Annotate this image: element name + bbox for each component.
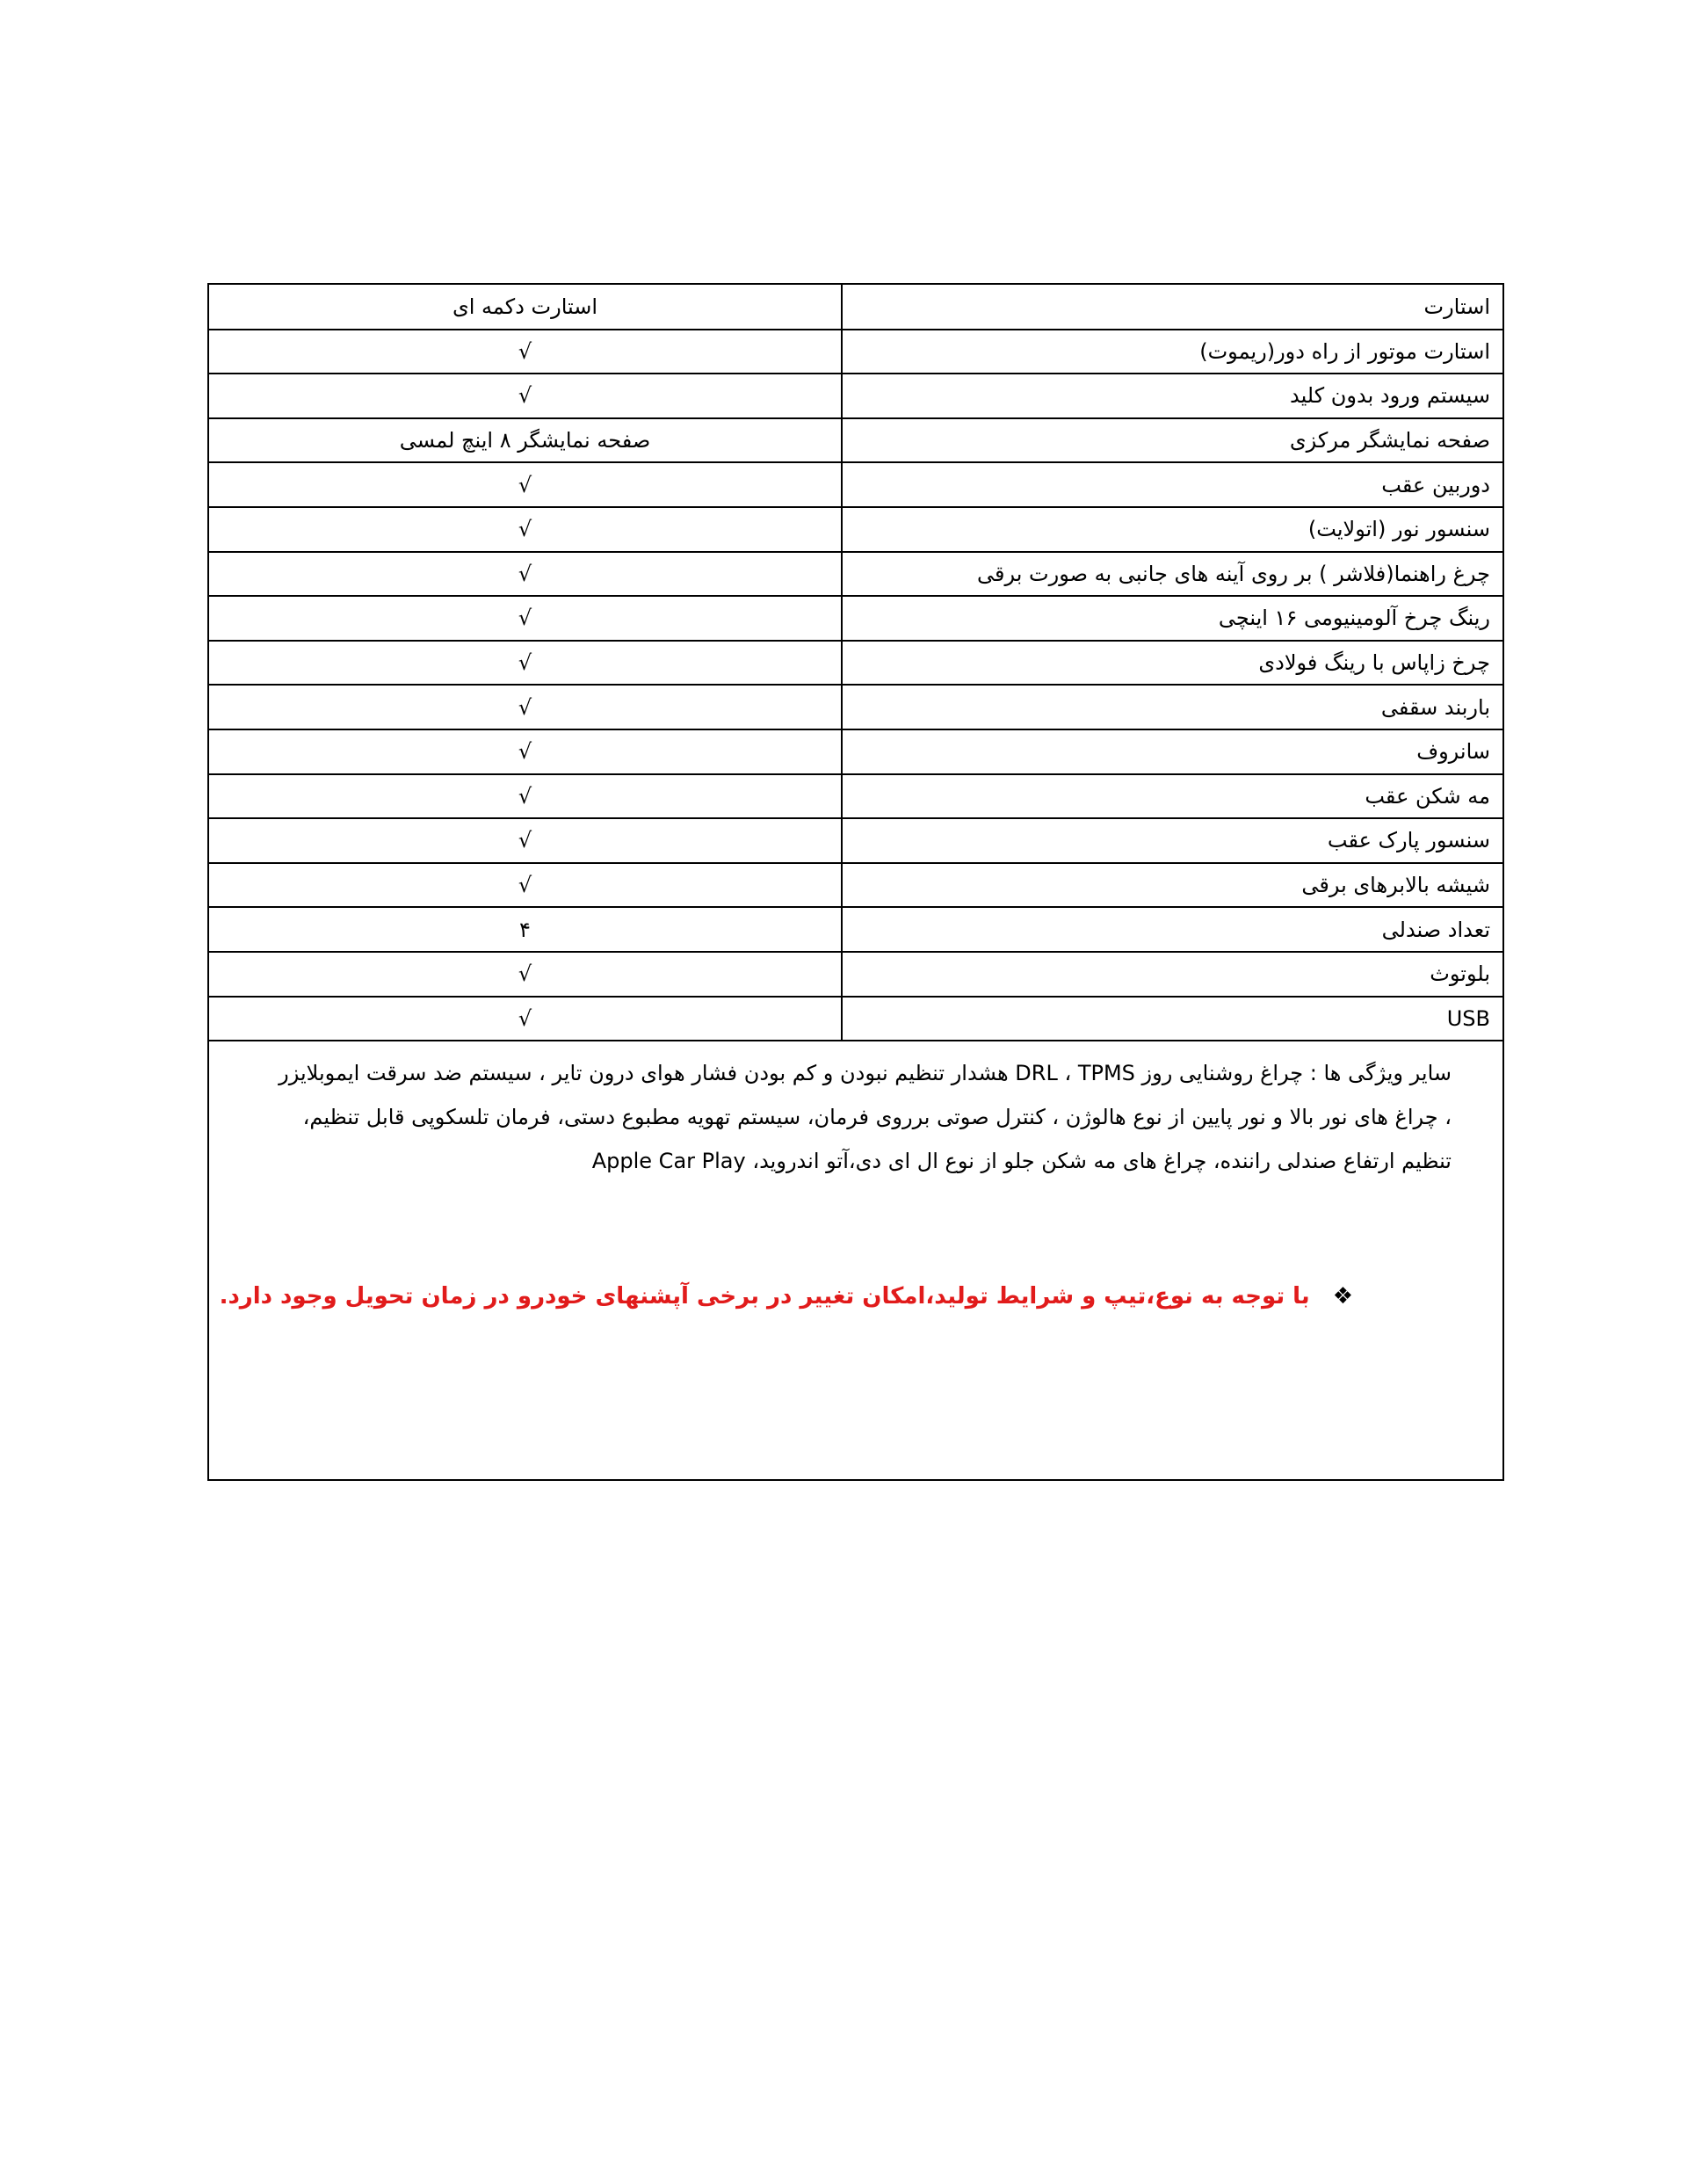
table-row	[209, 729, 1502, 774]
value-cell: √	[209, 952, 842, 997]
value-cell: √	[209, 818, 842, 863]
table-row	[209, 507, 1502, 552]
feature-cell: شیشه بالابرهای برقی	[842, 863, 1502, 908]
spec-table-body	[209, 285, 1502, 1041]
table-row	[209, 997, 1502, 1041]
value-cell: √	[209, 774, 842, 819]
feature-cell: سنسور نور (اتولایت)	[842, 507, 1502, 552]
feature-cell: صفحه نمایشگر مرکزی	[842, 418, 1502, 463]
feature-cell: بلوتوث	[842, 952, 1502, 997]
value-cell: √	[209, 729, 842, 774]
table-row	[209, 641, 1502, 686]
value-cell: √	[209, 507, 842, 552]
value-cell: استارت دکمه ای	[209, 285, 842, 330]
table-row	[209, 596, 1502, 641]
table-row	[209, 285, 1502, 330]
value-cell: ۴	[209, 907, 842, 952]
feature-cell: سیستم ورود بدون کلید	[842, 374, 1502, 418]
feature-cell: دوربین عقب	[842, 462, 1502, 507]
table-row	[209, 552, 1502, 597]
table-row	[209, 374, 1502, 418]
feature-cell: سنسور پارک عقب	[842, 818, 1502, 863]
feature-cell: استارت موتور از راه دور(ریموت)	[842, 330, 1502, 374]
feature-cell: چرخ زاپاس با رینگ فولادی	[842, 641, 1502, 686]
table-row	[209, 685, 1502, 729]
value-cell: √	[209, 641, 842, 686]
value-cell: √	[209, 462, 842, 507]
table-row	[209, 774, 1502, 819]
feature-cell: سانروف	[842, 729, 1502, 774]
feature-cell: USB	[842, 997, 1502, 1041]
other-features-paragraph: سایر ویژگی ها : چراغ روشنایی روز DRL ، TPMS هشدار تنظیم نبودن و کم بودن فشار هوای درون تایر ، سیستم ضد سرقت ایموبلایزر ، چراغ های نور بالا و نور پایین از نوع هالوژن ، کنترل صوتی برروی فرمان، سیستم تهویه مطبوع دستی، فرمان تلسکوپی قابل تنظیم، تنظیم ارتفاع صندلی راننده، چراغ های مه شکن جلو از نوع ال ای دی،آتو اندروید، Apple Car Play	[279, 1061, 1452, 1173]
table-row	[209, 907, 1502, 952]
table-row	[209, 418, 1502, 463]
feature-cell: باربند سقفی	[842, 685, 1502, 729]
table-row	[209, 952, 1502, 997]
value-cell: √	[209, 374, 842, 418]
table-row	[209, 330, 1502, 374]
diamond-bullet-icon: ❖	[1332, 1283, 1353, 1310]
value-cell: √	[209, 685, 842, 729]
value-cell: صفحه نمایشگر ۸ اینچ لمسی	[209, 418, 842, 463]
notice-text: با توجه به نوع،تیپ و شرایط تولید،امکان تغییر در برخی آپشنهای خودرو در زمان تحویل وجود دارد.	[219, 1283, 1310, 1310]
table-row	[209, 462, 1502, 507]
feature-cell: رینگ چرخ آلومینیومی ۱۶ اینچی	[842, 596, 1502, 641]
table-row	[209, 863, 1502, 908]
feature-cell: چرغ راهنما(فلاشر ) بر روی آینه های جانبی به صورت برقی	[842, 552, 1502, 597]
delivery-notice	[220, 1283, 1353, 1310]
table-row	[209, 818, 1502, 863]
spec-sheet-frame	[207, 283, 1504, 1481]
spec-table	[209, 285, 1502, 1041]
feature-cell: استارت	[842, 285, 1502, 330]
value-cell: √	[209, 596, 842, 641]
value-cell: √	[209, 552, 842, 597]
value-cell: √	[209, 330, 842, 374]
value-cell: √	[209, 863, 842, 908]
feature-cell: تعداد صندلی	[842, 907, 1502, 952]
value-cell: √	[209, 997, 842, 1041]
feature-cell: مه شکن عقب	[842, 774, 1502, 819]
